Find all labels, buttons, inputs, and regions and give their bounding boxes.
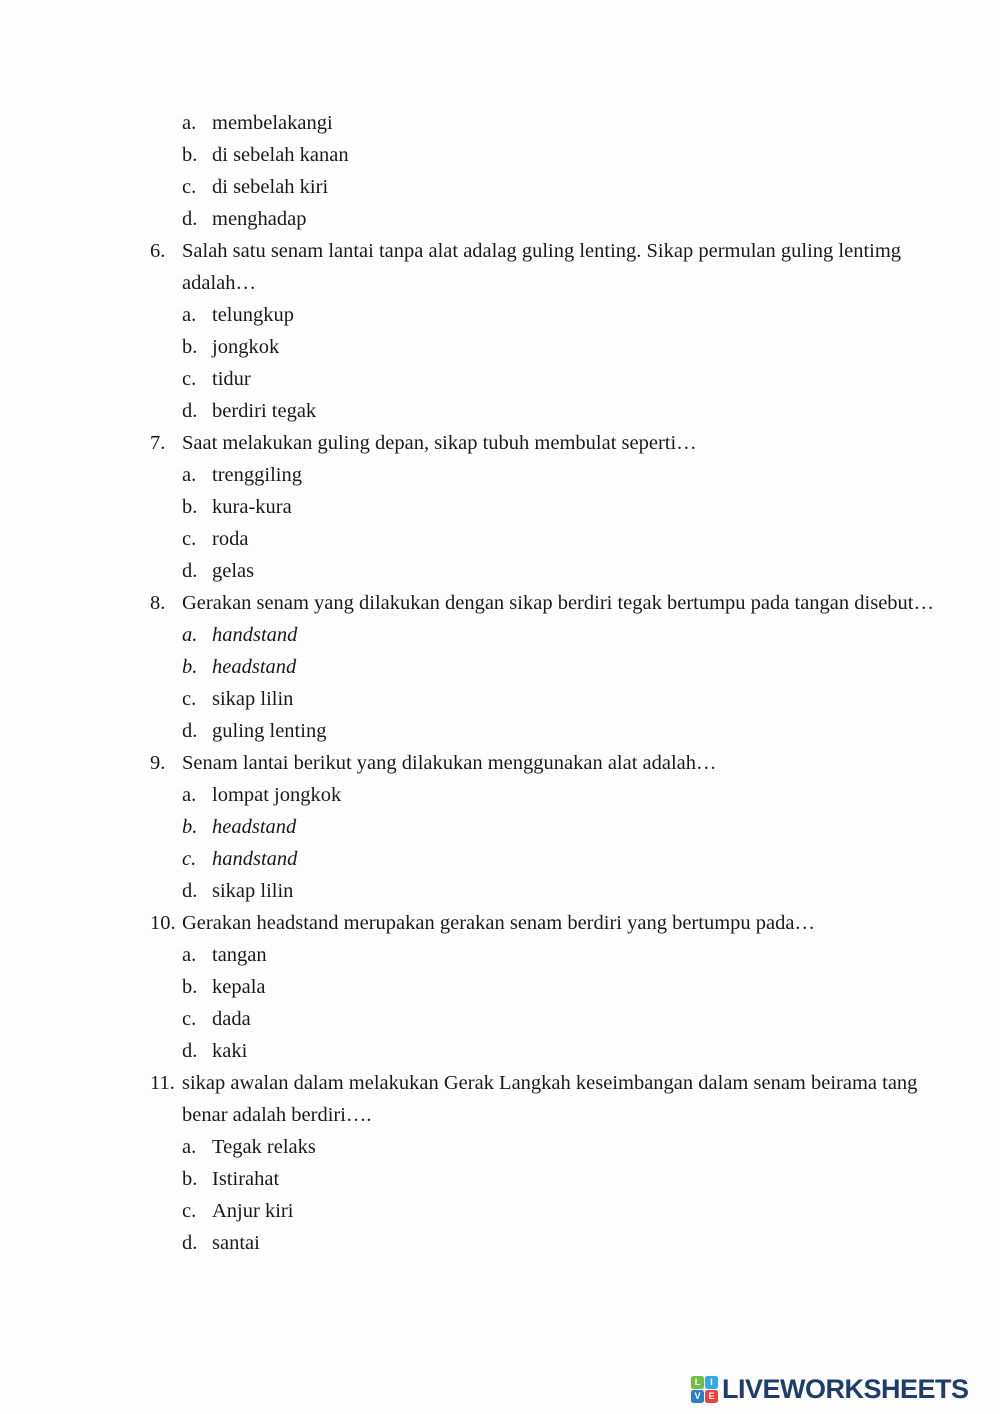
option-letter: b. <box>182 816 198 838</box>
question-number: 7. <box>150 432 166 454</box>
option-text: jongkok <box>212 336 280 358</box>
question-number: 6. <box>150 240 166 262</box>
option-text: sikap lilin <box>212 880 294 902</box>
option-text: headstand <box>212 816 297 838</box>
option-text: sikap lilin <box>212 688 294 710</box>
option-text: tangan <box>212 944 267 966</box>
option-letter: c. <box>182 848 197 870</box>
option-text: santai <box>212 1232 260 1254</box>
option-text: Tegak relaks <box>212 1136 316 1158</box>
question-line <box>0 747 1000 779</box>
option-letter: b. <box>182 976 198 998</box>
liveworksheets-logo[interactable] <box>691 1374 969 1405</box>
question-line <box>0 267 1000 299</box>
option-row[interactable] <box>0 1163 1000 1195</box>
option-letter: c. <box>182 368 197 390</box>
option-text: telungkup <box>212 304 294 326</box>
option-row[interactable] <box>0 971 1000 1003</box>
option-letter: d. <box>182 1232 198 1254</box>
option-letter: a. <box>182 944 197 966</box>
option-row[interactable] <box>0 715 1000 747</box>
option-row[interactable] <box>0 363 1000 395</box>
option-text: kepala <box>212 976 266 998</box>
option-text: handstand <box>212 848 298 870</box>
option-letter: a. <box>182 1136 197 1158</box>
option-row[interactable] <box>0 331 1000 363</box>
option-text: guling lenting <box>212 720 327 742</box>
logo-square-e: E <box>705 1390 718 1403</box>
option-row[interactable] <box>0 619 1000 651</box>
logo-wordmark: LIVEWORKSHEETS <box>722 1374 969 1404</box>
option-letter: a. <box>182 784 197 806</box>
option-letter: d. <box>182 400 198 422</box>
option-text: menghadap <box>212 208 307 230</box>
question-text: Gerakan senam yang dilakukan dengan sikap berdiri tegak bertumpu pada tangan disebut… <box>182 592 934 614</box>
option-row[interactable] <box>0 491 1000 523</box>
option-text: handstand <box>212 624 298 646</box>
option-text: kura-kura <box>212 496 292 518</box>
option-letter: a. <box>182 112 197 134</box>
option-row[interactable] <box>0 171 1000 203</box>
logo-square-v: V <box>691 1390 704 1403</box>
option-letter: c. <box>182 1008 197 1030</box>
option-text: roda <box>212 528 249 550</box>
option-text: Istirahat <box>212 1168 280 1190</box>
option-letter: b. <box>182 144 198 166</box>
option-row[interactable] <box>0 555 1000 587</box>
option-row[interactable] <box>0 651 1000 683</box>
option-letter: b. <box>182 1168 198 1190</box>
logo-square-i: I <box>705 1376 718 1389</box>
question-number: 8. <box>150 592 166 614</box>
question-text: Senam lantai berikut yang dilakukan menggunakan alat adalah… <box>182 752 717 774</box>
question-line <box>0 1067 1000 1099</box>
question-line <box>0 235 1000 267</box>
question-text: Saat melakukan guling depan, sikap tubuh membulat seperti… <box>182 432 697 454</box>
option-row[interactable] <box>0 939 1000 971</box>
option-text: di sebelah kanan <box>212 144 349 166</box>
question-number: 11. <box>150 1072 175 1094</box>
option-letter: d. <box>182 720 198 742</box>
option-letter: c. <box>182 688 197 710</box>
option-row[interactable] <box>0 299 1000 331</box>
option-letter: b. <box>182 336 198 358</box>
option-row[interactable] <box>0 683 1000 715</box>
option-row[interactable] <box>0 139 1000 171</box>
option-row[interactable] <box>0 1035 1000 1067</box>
option-row[interactable] <box>0 107 1000 139</box>
liveworksheets-logo-icon <box>691 1376 718 1403</box>
question-line <box>0 907 1000 939</box>
worksheet-body <box>0 107 1000 1259</box>
question-text: Gerakan headstand merupakan gerakan senam berdiri yang bertumpu pada… <box>182 912 815 934</box>
option-letter: c. <box>182 528 197 550</box>
option-letter: c. <box>182 1200 197 1222</box>
question-line <box>0 1099 1000 1131</box>
option-text: kaki <box>212 1040 248 1062</box>
option-row[interactable] <box>0 1131 1000 1163</box>
option-letter: a. <box>182 304 197 326</box>
option-row[interactable] <box>0 203 1000 235</box>
option-letter: b. <box>182 656 198 678</box>
option-row[interactable] <box>0 523 1000 555</box>
option-letter: d. <box>182 1040 198 1062</box>
option-row[interactable] <box>0 779 1000 811</box>
option-text: headstand <box>212 656 297 678</box>
option-letter: a. <box>182 624 198 646</box>
option-text: di sebelah kiri <box>212 176 329 198</box>
question-text: benar adalah berdiri…. <box>182 1104 372 1126</box>
question-line <box>0 587 1000 619</box>
option-row[interactable] <box>0 843 1000 875</box>
question-text: Salah satu senam lantai tanpa alat adalag guling lenting. Sikap permulan guling lentimg <box>182 240 902 262</box>
option-text: gelas <box>212 560 255 582</box>
option-letter: d. <box>182 208 198 230</box>
option-letter: a. <box>182 464 197 486</box>
option-row[interactable] <box>0 1195 1000 1227</box>
option-text: tidur <box>212 368 251 390</box>
question-number: 9. <box>150 752 166 774</box>
question-text: sikap awalan dalam melakukan Gerak Langkah keseimbangan dalam senam beirama tang <box>182 1072 918 1094</box>
option-text: Anjur kiri <box>212 1200 294 1222</box>
logo-square-l: L <box>691 1376 704 1389</box>
option-text: berdiri tegak <box>212 400 317 422</box>
option-row[interactable] <box>0 875 1000 907</box>
option-text: lompat jongkok <box>212 784 342 806</box>
question-number: 10. <box>150 912 176 934</box>
option-letter: c. <box>182 176 197 198</box>
option-row[interactable] <box>0 811 1000 843</box>
option-letter: b. <box>182 496 198 518</box>
option-row[interactable] <box>0 1003 1000 1035</box>
question-text: adalah… <box>182 272 256 294</box>
option-row[interactable] <box>0 459 1000 491</box>
question-line <box>0 427 1000 459</box>
option-text: membelakangi <box>212 112 333 134</box>
option-row[interactable] <box>0 395 1000 427</box>
option-letter: d. <box>182 560 198 582</box>
option-row[interactable] <box>0 1227 1000 1259</box>
option-text: trenggiling <box>212 464 302 486</box>
option-text: dada <box>212 1008 251 1030</box>
option-letter: d. <box>182 880 198 902</box>
